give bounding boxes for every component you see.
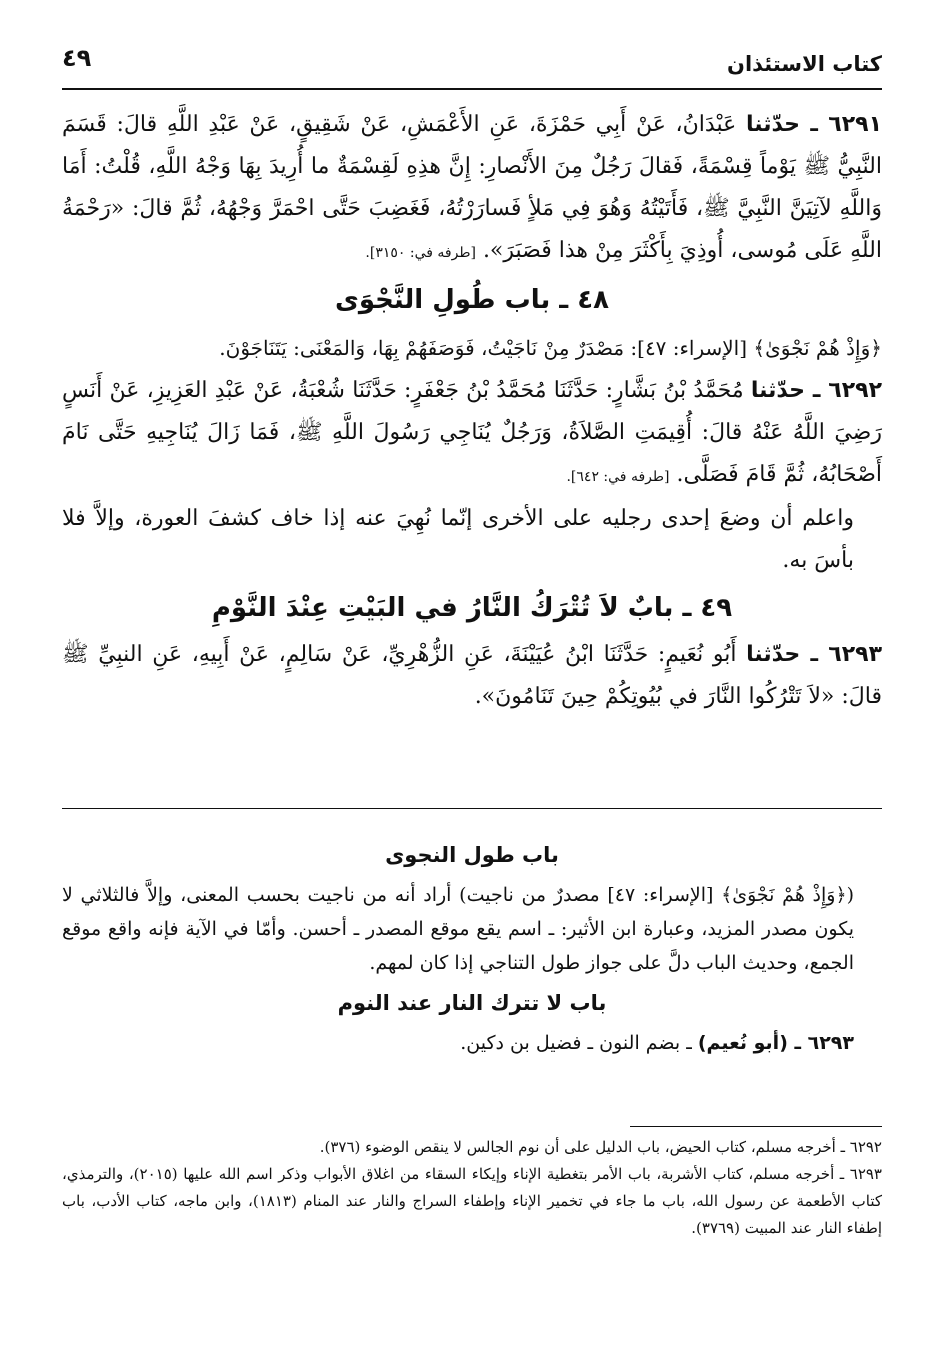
page-header xyxy=(62,36,882,90)
hadith-text: عَبْدَانُ، عَنْ أَبِي حَمْزَةَ، عَنِ الأَعْمَشِ، عَنْ شَقِيقٍ، عَنْ عَبْدِ اللَّهِ قالَ: قَسَمَ النَّبِيُّ ﷺ يَوْماً قِسْمَةً، فَقالَ رَجُلٌ مِنَ الأَنْصارِ: إِنَّ هذِهِ لَقِسْمَةٌ ما أُرِيدَ بِهَا وَجْهُ اللَّهِ، قُلْتُ: أَمَا وَاللَّهِ لآتِيَنَّ النَّبِيَّ ﷺ، فَأَتَيْتُهُ وَهُوَ فِي مَلأٍ فَسارَرْتُهُ، فَغَضِبَ حَتَّى احْمَرَّ وَجْهُهُ، ثُمَّ قالَ: «رَحْمَةُ اللَّهِ عَلَى مُوسى، أُوذِيَ بِأَكْثَرَ مِنْ هذا فَصَبَرَ». xyxy=(62,112,882,263)
explanatory-note: واعلم أن وضعَ إحدى رجليه على الأخرى إنّما نُهِيَ عنه إذا خاف كشفَ العورة، وإلاَّ فلا بأسَ به. xyxy=(62,506,854,573)
footnote-6292: ٦٢٩٢ ـ أخرجه مسلم، كتاب الحيض، باب الدليل على أن نوم الجالس لا ينقص الوضوء (٣٧٦). xyxy=(319,1138,882,1156)
hadith-number: ٦٢٩١ ـ حدّثنا xyxy=(745,112,883,137)
hadith-6293 xyxy=(62,634,882,718)
hadith-text: أَبُو نُعَيمٍ: حَدَّثَنَا ابْنُ عُيَيْنَةَ، عَنِ الزُّهْرِيِّ، عَنْ سَالِمٍ، عَنْ أَبِيهِ، عَنِ النبِيِّ ﷺ قالَ: «لاَ تَتْرُكُوا النَّارَ في بُيُوتِكُمْ حِينَ تَنَامُونَ». xyxy=(62,642,882,709)
footnotes xyxy=(62,1134,882,1242)
hadith-text: مُحَمَّدُ بْنُ بَشَّارٍ: حَدَّثَنَا مُحَمَّدُ بْنُ جَعْفَرٍ: حَدَّثَنَا شُعْبَةُ، عَنْ عَبْدِ العَزِيزِ، عَنْ أَنَسٍ رَضِيَ اللَّهُ عَنْهُ قالَ: أُقِيمَتِ الصَّلاَةُ، وَرَجُلٌ يُنَاجِي رَسُولَ اللَّهِ ﷺ، فَمَا زَالَ يُنَاجِيهِ حَتَّى نَامَ أَصْحَابُهُ، ثُمَّ قَامَ فَصَلَّى. xyxy=(62,378,882,487)
main-text xyxy=(62,104,882,718)
hadith-6292 xyxy=(62,370,882,498)
chapter-heading-49: ٤٩ ـ بابٌ لاَ تُتْرَكُ النَّارُ في البَيْتِ عِنْدَ النَّوْمِ xyxy=(211,593,733,623)
commentary-heading-2: باب لا تترك النار عند النوم xyxy=(337,991,607,1015)
chapter-note-48: ﴿وَإِذْ هُمْ نَجْوَىٰ﴾ [الإسراء: ٤٧]: مَصْدَرٌ مِنْ نَاجَيْتُ، فَوَصَفَهُمْ بِهَا، وَالمَعْنَى: يَتَنَاجَوْنَ. xyxy=(219,336,882,360)
commentary-paragraph-2 xyxy=(62,1026,882,1060)
page-number: ٤٩ xyxy=(62,44,92,72)
chapter-heading-48: ٤٨ ـ باب طُولِ النَّجْوَى xyxy=(334,285,609,315)
hadith-number: ٦٢٩٣ ـ حدّثنا xyxy=(746,642,883,667)
cross-reference: [طرفه في: ٣١٥٠]. xyxy=(365,245,476,261)
commentary-divider xyxy=(62,808,882,809)
hadith-6291 xyxy=(62,104,882,274)
commentary-text: ـ بضم النون ـ فضيل بن دكين. xyxy=(460,1032,692,1054)
footnote-6293: ٦٢٩٣ ـ أخرجه مسلم، كتاب الأشربة، باب الأمر بتغطية الإناء وإيكاء السقاء من اغلاق الأبواب وذكر اسم الله عليها (٢٠١٥)، والترمذي، كتاب الأطعمة عن رسول الله، باب ما جاء في تخمير الإناء وإطفاء السراج والنار عند المنام (١٨١٣)، وابن ماجه، كتاب الأدب، باب إطفاء النار عند المبيت (٣٧٦٩). xyxy=(62,1165,882,1237)
commentary-heading-1: باب طول النجوى xyxy=(385,843,559,867)
cross-reference: [طرفه في: ٦٤٢]. xyxy=(566,469,670,485)
commentary-section xyxy=(62,832,882,1060)
book-title: كتاب الاستئذان xyxy=(727,52,882,76)
hadith-number: ٦٢٩٢ ـ حدّثنا xyxy=(750,378,882,403)
commentary-paragraph-1: (﴿وَإِذْ هُمْ نَجْوَىٰ﴾ [الإسراء: ٤٧] مصدرٌ من ناجيت) أراد أنه من ناجيت بحسب المعنى، وإلاَّ فالثلاثي لا يكون مصدر المزيد، وعبارة ابن الأثير: ـ اسم يقع موقع المصدر ـ أحسن. وأمّا في الآية فإنه واقع موقع الجمع، وحديث الباب دلَّ على جواز طول التناجي إذا كان لمهم. xyxy=(62,884,854,974)
footnote-divider xyxy=(630,1126,882,1127)
commentary-hadith-number: ٦٢٩٣ ـ (أبو نُعيم) xyxy=(697,1032,854,1054)
